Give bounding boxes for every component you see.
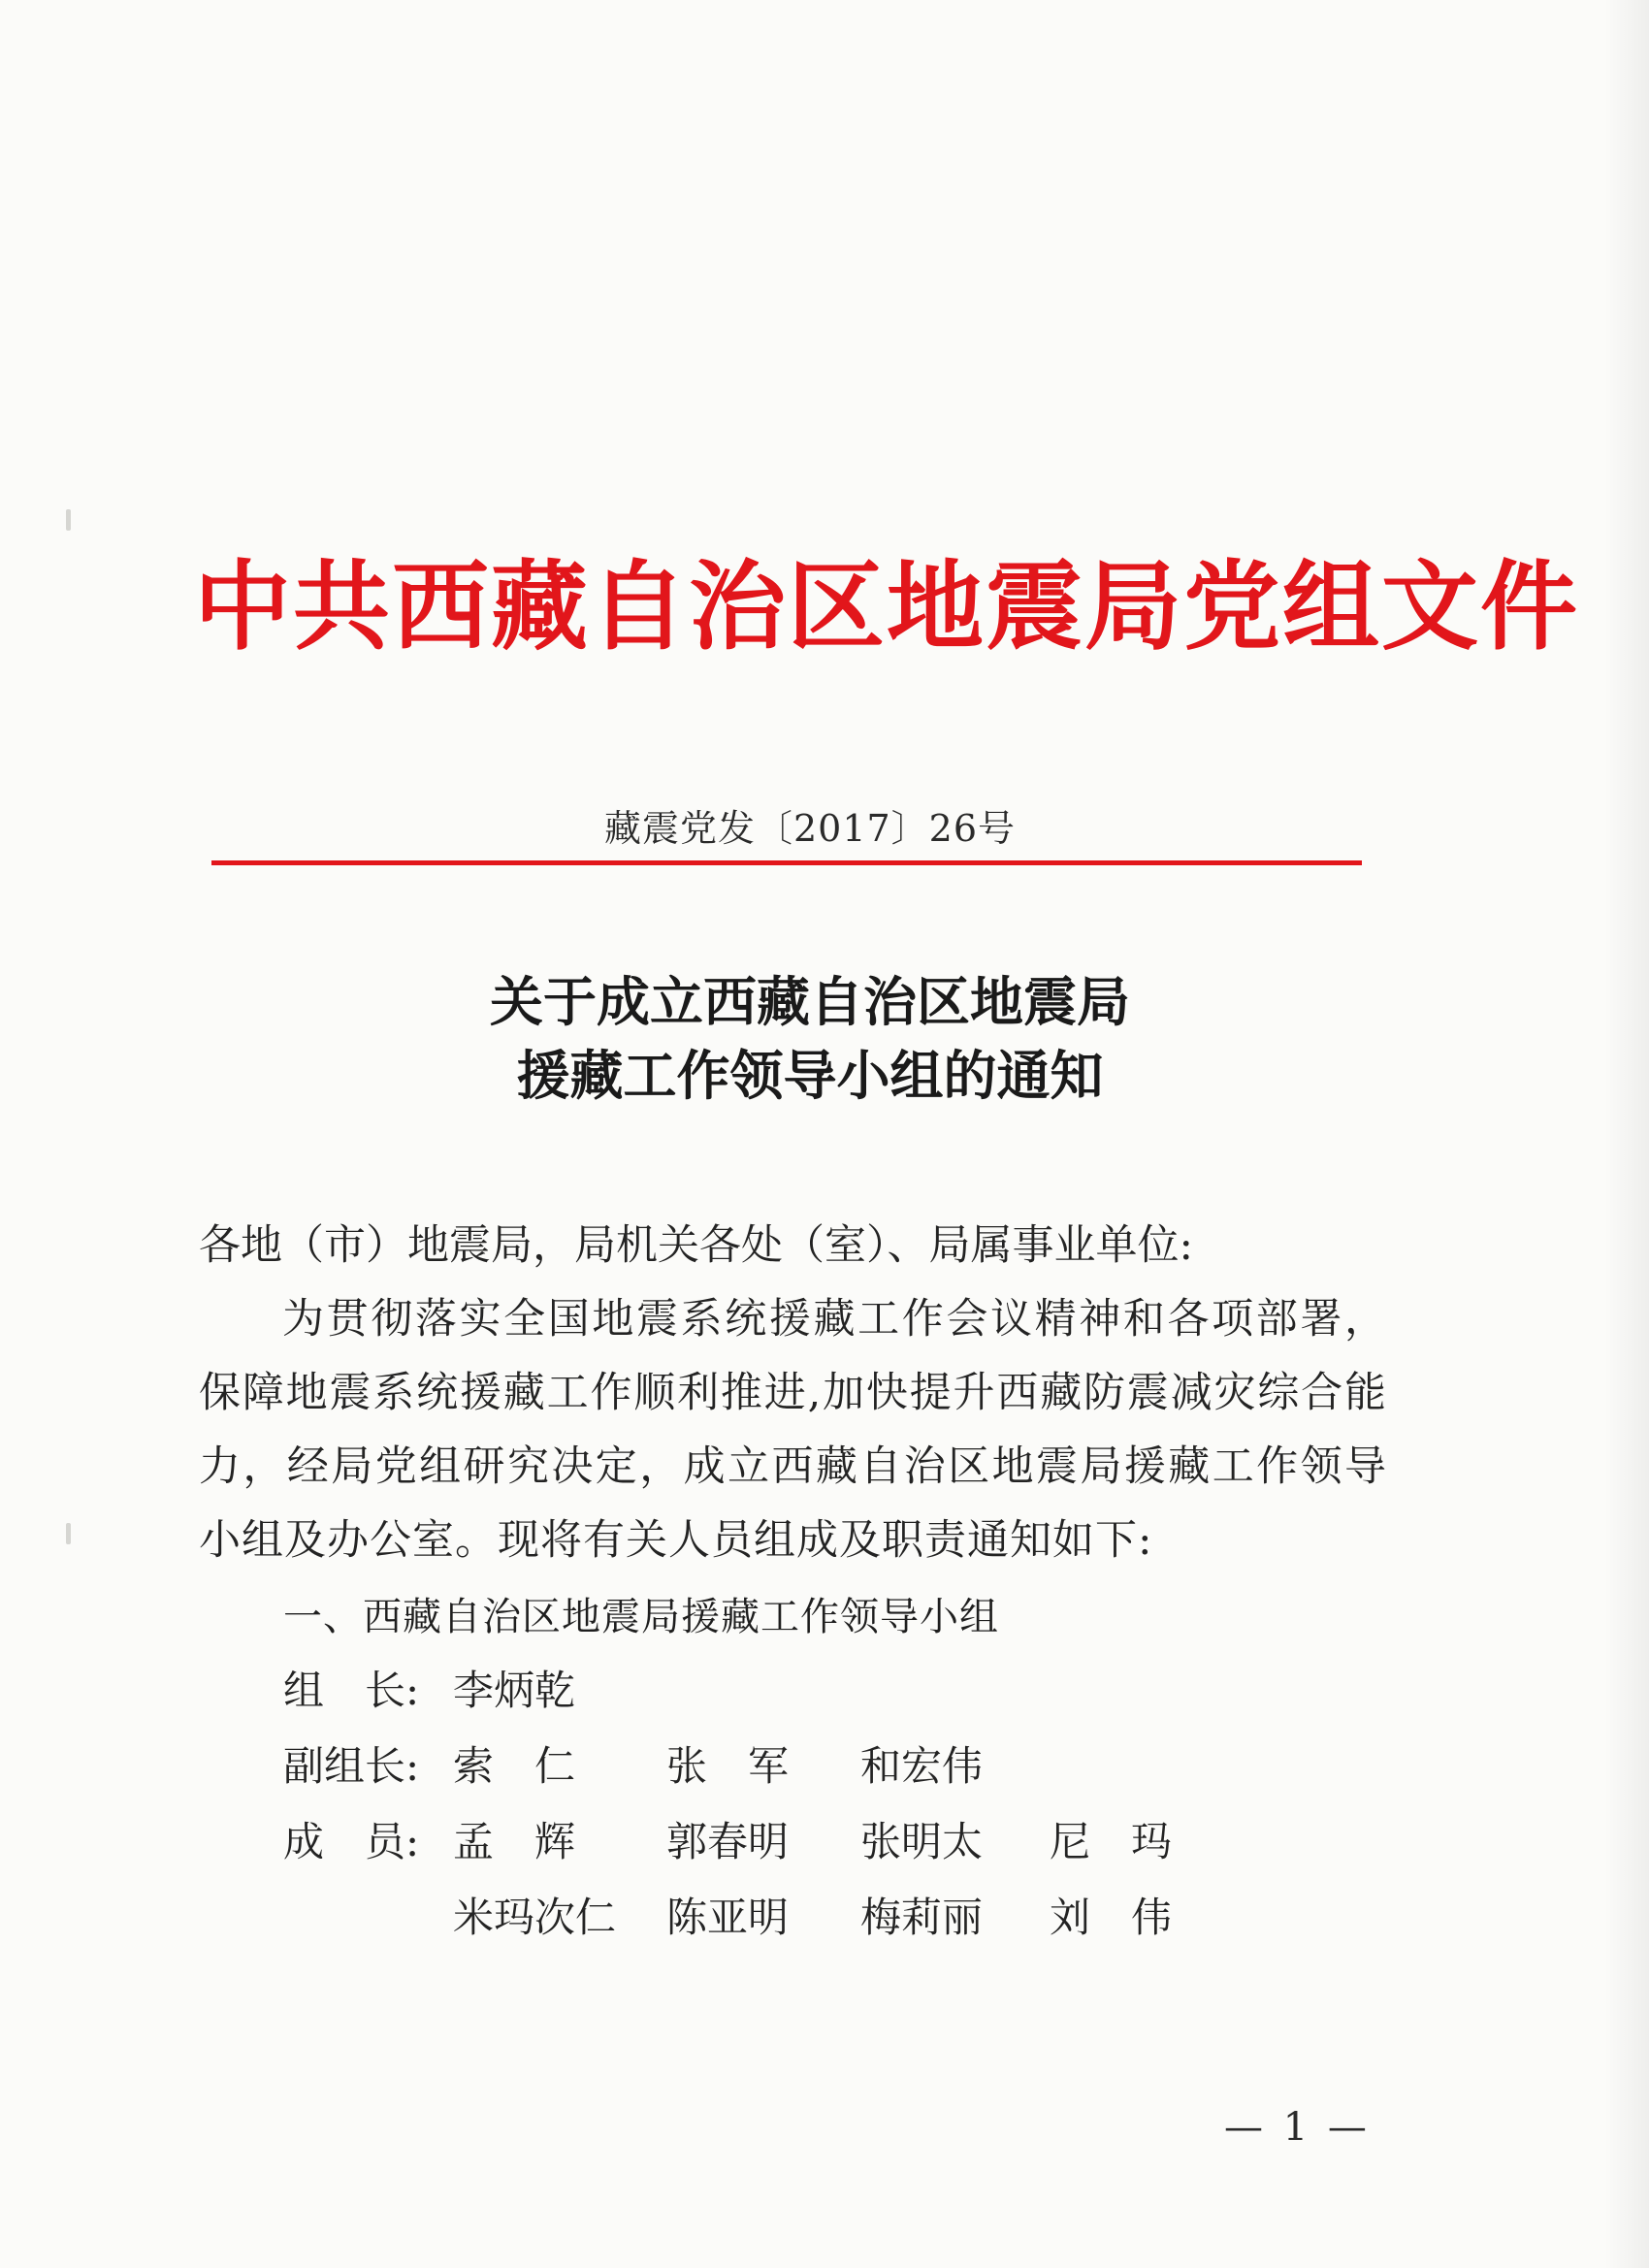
- member-name: 尼 玛: [1050, 1818, 1173, 1865]
- member-name: 孟 辉: [453, 1818, 576, 1865]
- binding-mark: [66, 1523, 71, 1544]
- notice-title-line-1: 关于成立西藏自治区地震局: [489, 970, 1130, 1033]
- member-name: 陈亚明: [666, 1894, 790, 1941]
- roster-row-deputies: [283, 1734, 1253, 1810]
- body-paragraph: 为贯彻落实全国地震系统援藏工作会议精神和各项部署，保障地震系统援藏工作顺利推进,加快提升西藏防震减灾综合能力，经局党组研究决定，成立西藏自治区地震局援藏工作领导小组及办公室。现将有关人员组成及职责通知如下:: [199, 1295, 1387, 1565]
- document-header-title: 中共西藏自治区地震局党组文件: [194, 549, 1579, 664]
- binding-mark: [66, 509, 71, 531]
- member-name: 米玛次仁: [453, 1894, 617, 1941]
- red-divider-line: [211, 860, 1362, 865]
- scan-edge-shadow: [1604, 0, 1649, 2268]
- member-label: 成 员:: [283, 1818, 420, 1865]
- roster-row-leader: [283, 1659, 1253, 1734]
- page-number: — 1 —: [1224, 2105, 1371, 2150]
- deputy-label: 副组长:: [283, 1742, 420, 1790]
- notice-title: [194, 965, 1426, 1113]
- leader-name: 李炳乾: [453, 1667, 576, 1714]
- notice-body: [199, 1209, 1387, 1577]
- member-name: 张明太: [860, 1818, 984, 1865]
- addressee-line: 各地（市）地震局，局机关各处（室）、局属事业单位:: [199, 1221, 1193, 1270]
- leadership-roster: [283, 1659, 1253, 1961]
- notice-title-line-2: 援藏工作领导小组的通知: [516, 1044, 1104, 1107]
- roster-row-members-1: [283, 1810, 1253, 1886]
- document-number: 藏震党发〔2017〕26号: [603, 807, 1017, 850]
- roster-row-members-2: [283, 1886, 1253, 1961]
- leader-label: 组 长:: [283, 1667, 420, 1714]
- deputy-name: 张 军: [666, 1742, 790, 1790]
- section-heading: 一、西藏自治区地震局援藏工作领导小组: [283, 1595, 999, 1639]
- deputy-name: 索 仁: [453, 1742, 576, 1790]
- deputy-name: 和宏伟: [860, 1742, 984, 1790]
- member-name: 梅莉丽: [860, 1894, 984, 1941]
- member-name: 郭春明: [666, 1818, 790, 1865]
- member-name: 刘 伟: [1050, 1894, 1173, 1941]
